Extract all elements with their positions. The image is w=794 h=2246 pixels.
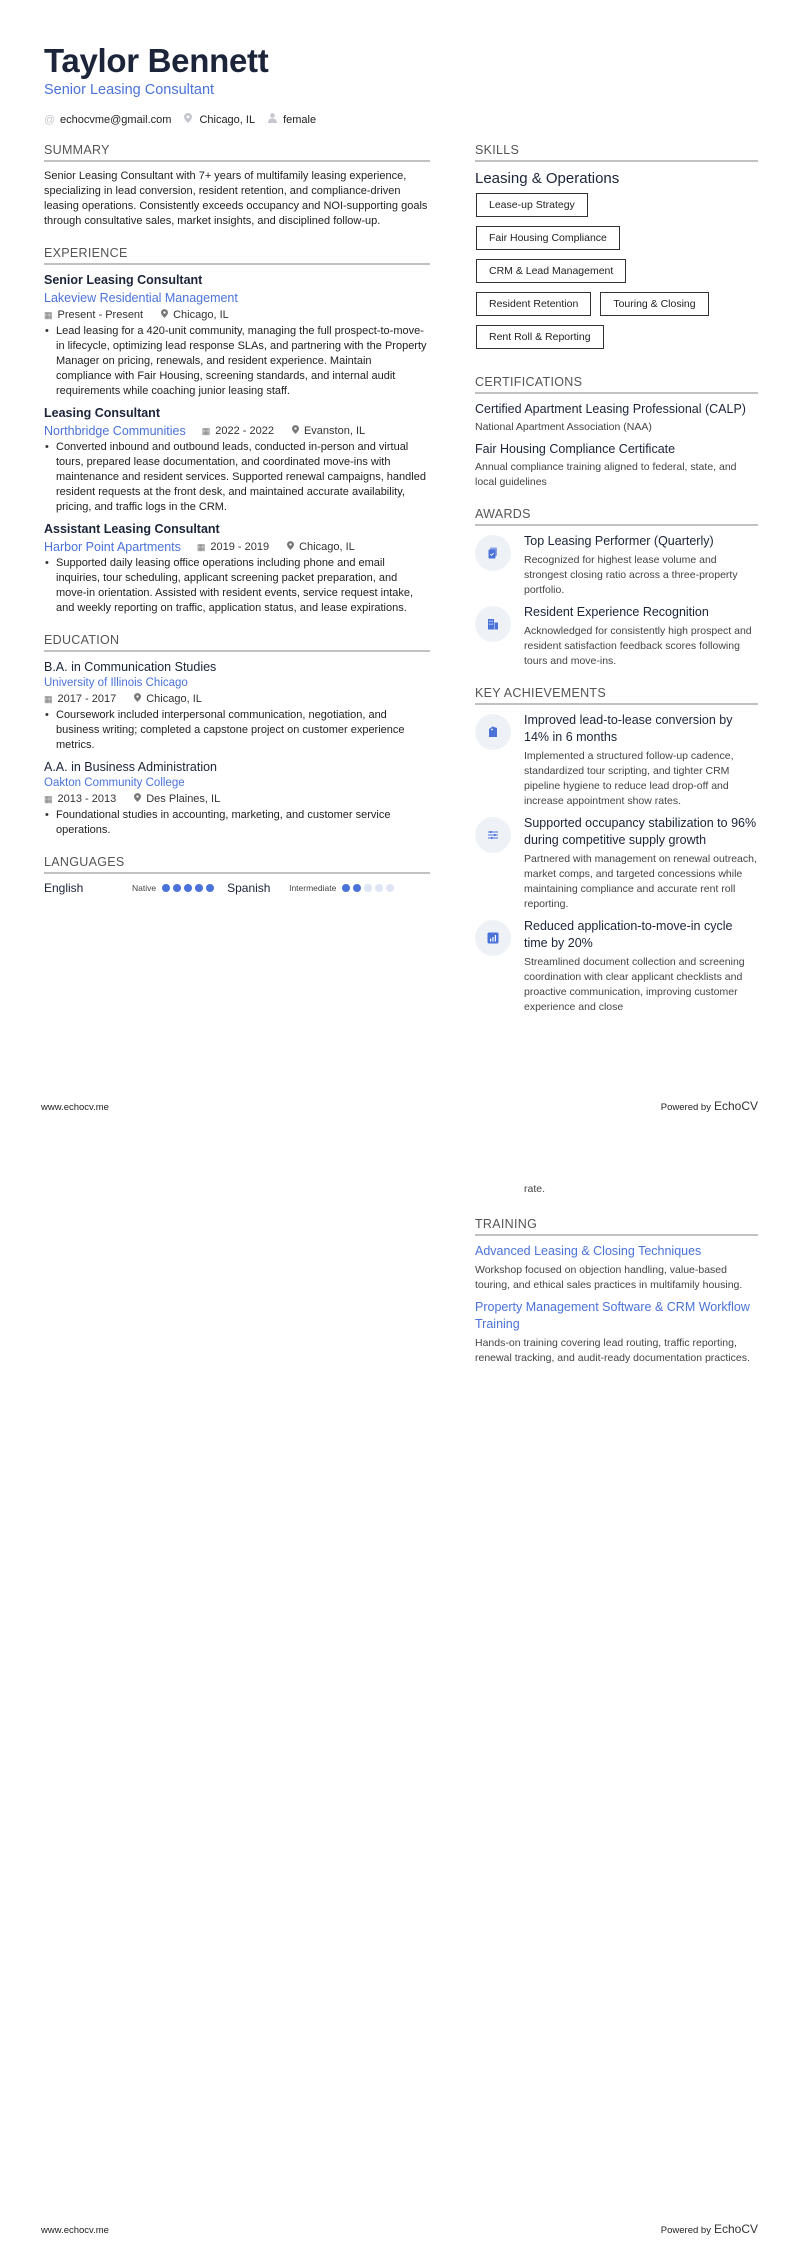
awards-section: [475, 507, 758, 669]
rating-dot-empty: [386, 884, 394, 892]
training-section: [475, 1217, 758, 1366]
award-item: [475, 604, 758, 669]
person-icon: [267, 113, 277, 126]
job-dates: 2019 - 2019: [210, 540, 270, 553]
skill-tag: Resident Retention: [476, 292, 591, 316]
candidate-role: Senior Leasing Consultant: [44, 82, 215, 98]
training-name: Property Management Software & CRM Workflow Training: [475, 1300, 750, 1331]
location-pin-icon: [134, 791, 141, 808]
building-icon: [487, 618, 499, 630]
bullet: • Supported daily leasing office operations including phone and email inquiries, tour scheduling, applicant screening packet preparation, and move-in orientation. Assisted with resident events, service request intake, and weekly reporting on traffic, application status, and lease expirations.: [44, 556, 430, 616]
experience-item: [44, 405, 430, 515]
language-name: Spanish: [227, 881, 271, 895]
education-item: [44, 659, 430, 753]
skill-tag: CRM & Lead Management: [476, 259, 626, 283]
training-item: [475, 1299, 758, 1366]
certification-item: [475, 401, 758, 435]
job-title: Leasing Consultant: [44, 406, 160, 420]
training-description: Workshop focused on objection handling, value-based touring, and ethical sales practices in multifamily housing.: [475, 1264, 743, 1291]
language-level: Intermediate: [289, 883, 337, 893]
calendar-icon: ▦: [44, 794, 53, 804]
certification-name: Certified Apartment Leasing Professional (CALP): [475, 402, 746, 416]
location-text: Chicago, IL: [199, 113, 256, 126]
email-text: echocvme@gmail.com: [60, 113, 172, 126]
skill-tag: Touring & Closing: [600, 292, 708, 316]
section-title: TRAINING: [475, 1217, 758, 1236]
left-column: [44, 143, 430, 912]
resume-header: [44, 42, 328, 126]
section-title: LANGUAGES: [44, 855, 430, 874]
achievement-icon-badge: [475, 920, 511, 956]
achievement-description: Partnered with management on renewal outreach, market comps, and targeted concessions while maintaining compliance and accurate rent roll reporting.: [524, 853, 757, 910]
achievement-description: Implemented a structured follow-up cadence, standardized tour scripting, and tighter CRM pipeline hygiene to reduce lead drop-off and increase appointment show rates.: [524, 750, 734, 807]
education-section: [44, 633, 430, 838]
language-rating: [162, 884, 217, 892]
rating-dot-filled: [342, 884, 350, 892]
calendar-icon: ▦: [196, 541, 206, 552]
contact-location: [183, 113, 255, 126]
rating-dot-filled: [353, 884, 361, 892]
summary-section: [44, 143, 430, 229]
bullet: • Coursework included interpersonal communication, negotiation, and business writing; completed a capstone project on customer experience metrics.: [44, 708, 430, 753]
resume-page-2: [0, 1123, 794, 2246]
achievement-description: Streamlined document collection and screening coordination with clear applicant checklists and proactive communication, improving customer experience and close: [524, 956, 745, 1013]
skill-tag: Fair Housing Compliance: [476, 226, 620, 250]
language-name: English: [44, 881, 84, 895]
job-bullets: [44, 324, 430, 399]
bar-chart-icon: [487, 932, 499, 944]
section-title: KEY ACHIEVEMENTS: [475, 686, 758, 705]
degree: B.A. in Communication Studies: [44, 660, 217, 674]
certification-detail: Annual compliance training aligned to federal, state, and local guidelines: [475, 461, 737, 488]
footer-website-link[interactable]: www.echocv.me: [41, 2225, 109, 2236]
section-title: EXPERIENCE: [44, 246, 430, 265]
footer-powered-by: Powered by EchoCV: [660, 2222, 758, 2236]
degree: A.A. in Business Administration: [44, 760, 217, 774]
achievement-title: Reduced application-to-move-in cycle time by 20%: [524, 919, 733, 950]
rating-dot-empty: [364, 884, 372, 892]
rating-dot-filled: [162, 884, 170, 892]
job-dates: Present - Present: [57, 309, 144, 321]
language-rating: [342, 884, 397, 892]
job-dates: 2022 - 2022: [215, 424, 274, 437]
skill-tag: Lease-up Strategy: [476, 193, 588, 217]
section-title: SUMMARY: [44, 143, 430, 162]
job-title: Senior Leasing Consultant: [44, 273, 203, 287]
job-location: Chicago, IL: [299, 540, 355, 553]
company-name: Harbor Point Apartments: [44, 540, 181, 554]
education-dates: 2013 - 2013: [57, 793, 117, 805]
at-icon: @: [44, 113, 56, 126]
skill-group-title: Leasing & Operations: [475, 170, 620, 187]
footer-powered-by: Powered by EchoCV: [660, 1099, 758, 1113]
education-location: Chicago, IL: [146, 693, 202, 705]
school-name: Oakton Community College: [44, 777, 185, 789]
education-meta: [44, 691, 430, 708]
job-location: Chicago, IL: [173, 309, 229, 321]
rating-dot-filled: [184, 884, 192, 892]
experience-item: [44, 272, 430, 399]
training-description: Hands-on training covering lead routing, traffic reporting, renewal tracking, and audit-ready documentation practices.: [475, 1337, 750, 1364]
right-column: [475, 143, 758, 1032]
award-title: Top Leasing Performer (Quarterly): [524, 534, 714, 548]
education-meta: [44, 791, 430, 808]
company-name: Lakeview Residential Management: [44, 291, 238, 305]
section-title: SKILLS: [475, 143, 758, 162]
award-description: Recognized for highest lease volume and strongest closing ratio across a three-property portfolio.: [524, 554, 738, 596]
page-footer: [41, 1099, 758, 1113]
award-title: Resident Experience Recognition: [524, 605, 709, 619]
location-pin-icon: [134, 691, 141, 708]
contact-email[interactable]: [44, 114, 171, 126]
school-name: University of Illinois Chicago: [44, 677, 188, 689]
certification-name: Fair Housing Compliance Certificate: [475, 442, 676, 456]
award-description: Acknowledged for consistently high prospect and resident satisfaction feedback scores following tours and move-ins.: [524, 625, 752, 667]
achievements-section: [475, 686, 758, 1015]
language-level: Native: [132, 883, 157, 893]
skill-tag: Rent Roll & Reporting: [476, 325, 604, 349]
achievement-icon-badge: [475, 817, 511, 853]
gender-text: female: [283, 113, 317, 126]
footer-brand: EchoCV: [713, 1099, 758, 1113]
education-bullets: [44, 808, 430, 838]
rating-dot-filled: [195, 884, 203, 892]
education-bullets: [44, 708, 430, 753]
achievement-item: [475, 815, 758, 912]
training-item: [475, 1243, 758, 1293]
job-location: Evanston, IL: [303, 424, 366, 437]
footer-brand: EchoCV: [713, 2222, 758, 2236]
job-meta: [202, 423, 383, 440]
section-title: EDUCATION: [44, 633, 430, 652]
location-pin-icon: [161, 307, 168, 324]
footer-website-link[interactable]: www.echocv.me: [41, 1102, 109, 1113]
education-location: Des Plaines, IL: [146, 793, 221, 805]
rating-dot-empty: [375, 884, 383, 892]
tag-icon: [487, 726, 499, 738]
job-title: Assistant Leasing Consultant: [44, 522, 220, 536]
achievement-item: [475, 712, 758, 809]
languages-section: [44, 855, 430, 895]
achievement-title: Supported occupancy stabilization to 96% during competitive supply growth: [524, 816, 757, 847]
job-bullets: [44, 440, 430, 515]
contact-list: [44, 113, 328, 126]
training-name: Advanced Leasing & Closing Techniques: [475, 1244, 702, 1258]
skills-section: [475, 143, 758, 358]
certification-item: [475, 441, 758, 490]
achievement-item: [475, 918, 758, 1015]
location-pin-icon: [287, 539, 294, 556]
sliders-icon: [487, 829, 499, 841]
company-name: Northbridge Communities: [44, 424, 186, 438]
page-footer: [41, 2222, 758, 2236]
contact-gender: [267, 113, 316, 126]
achievement-description-continued: rate.: [524, 1183, 546, 1195]
award-icon-badge: [475, 606, 511, 642]
location-pin-icon: [183, 113, 193, 126]
location-pin-icon: [292, 423, 299, 440]
award-icon-badge: [475, 535, 511, 571]
calendar-icon: ▦: [201, 425, 211, 436]
education-dates: 2017 - 2017: [57, 693, 117, 705]
calendar-icon: ▦: [44, 694, 53, 704]
award-item: [475, 533, 758, 598]
achievement-title: Improved lead-to-lease conversion by 14% in 6 months: [524, 713, 733, 744]
summary-text: Senior Leasing Consultant with 7+ years of multifamily leasing experience, specializing in lead conversion, resident retention, and compliance-driven leasing operations. Consistently exceeds occupancy and NOI-supporting goals through consultative sales, market insights, and disciplined follow-up.: [44, 170, 428, 227]
section-title: CERTIFICATIONS: [475, 375, 758, 394]
experience-item: [44, 521, 430, 616]
clipboard-check-icon: [487, 547, 499, 559]
rating-dot-filled: [206, 884, 214, 892]
job-meta: [44, 307, 430, 324]
job-bullets: [44, 556, 430, 616]
job-meta: [197, 539, 373, 556]
education-item: [44, 759, 430, 838]
certifications-section: [475, 375, 758, 490]
calendar-icon: ▦: [44, 310, 53, 320]
language-list: [44, 881, 430, 895]
bullet: • Lead leasing for a 420-unit community, managing the full prospect-to-move-in lifecycle, optimizing lead response SLAs, and partnering with the Property Manager on pricing, renewals, and resident experience. Maintain compliance with Fair Housing, screening standards, and internal audit requirements while coaching junior leasing staff.: [44, 324, 430, 399]
skill-tags: [475, 193, 758, 358]
achievement-icon-badge: [475, 714, 511, 750]
section-title: AWARDS: [475, 507, 758, 526]
certification-detail: National Apartment Association (NAA): [475, 421, 652, 433]
rating-dot-filled: [173, 884, 181, 892]
bullet: • Converted inbound and outbound leads, conducted in-person and virtual tours, prepared lease documentation, and coordinated move-ins with maintenance and resident services. Supported renewal campaigns, handled resident requests at the front desk, and maintained accurate availability, pricing, and traffic logs in the CRM.: [44, 440, 430, 515]
bullet: • Foundational studies in accounting, marketing, and customer service operations.: [44, 808, 430, 838]
candidate-name: Taylor Bennett: [44, 42, 269, 79]
right-column-continued: [475, 1179, 758, 1383]
experience-section: [44, 246, 430, 616]
